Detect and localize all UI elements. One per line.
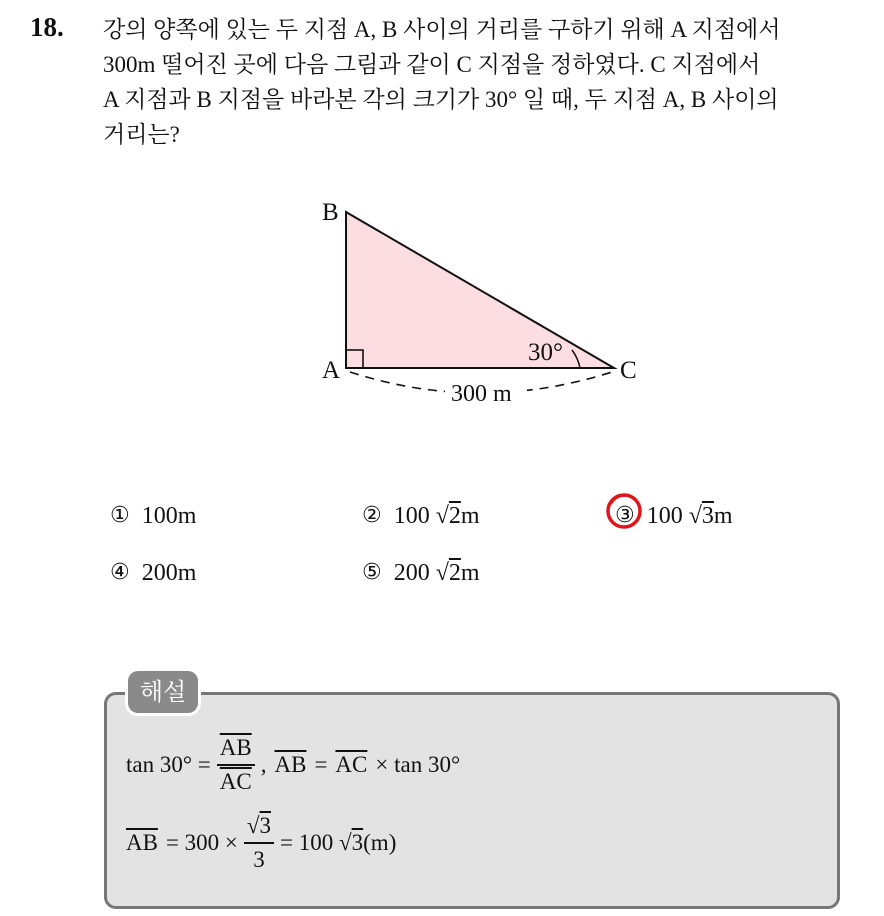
choice-radicand: 2 — [448, 560, 461, 586]
math-text: (m) — [363, 830, 397, 855]
math-segment: $\overline{AC}$ — [335, 752, 368, 777]
choice-text: 200 √ — [393, 560, 449, 586]
choice-number-glyph: ③ — [615, 503, 635, 528]
solution-tag: 해설 — [128, 671, 198, 713]
solution-line-2 — [126, 812, 396, 874]
angle-label: 30° — [528, 339, 563, 366]
radicand: 3 — [351, 830, 364, 855]
math-text: , — [260, 752, 267, 777]
choice-number: ⑤ — [362, 560, 382, 585]
stem-line: A 지점과 B 지점을 바라본 각의 크기가 30° 일 때, 두 지점 A, B 사이의 — [103, 87, 779, 112]
distance-label: 300 m — [451, 381, 512, 407]
solution-box — [104, 692, 840, 909]
question-number: 18. — [30, 12, 64, 42]
math-text: = — [314, 752, 328, 777]
stem-line: 강의 양쪽에 있는 두 지점 A, B 사이의 거리를 구하기 위해 A 지점에서 — [103, 17, 781, 42]
math-text: tan 30° = — [126, 752, 211, 777]
choice-1[interactable] — [110, 502, 196, 530]
choice-3[interactable] — [615, 502, 733, 530]
question-stem — [103, 12, 873, 152]
triangle-shape — [346, 212, 614, 368]
fraction — [244, 812, 274, 874]
choice-4[interactable] — [110, 559, 196, 587]
answer-mark-circle-icon — [605, 492, 643, 530]
choice-text: 200m — [141, 560, 197, 586]
choice-number: ④ — [110, 560, 130, 585]
math-text: = 100 √ — [280, 830, 352, 855]
math-text: = 300 × — [165, 830, 238, 855]
choice-5[interactable] — [362, 559, 480, 587]
math-text: × tan 30° — [375, 752, 461, 777]
choice-number — [615, 502, 635, 530]
fraction-denominator: 3 — [253, 847, 265, 872]
choice-text: 100m — [141, 503, 197, 529]
fraction-numerator — [244, 812, 274, 844]
solution-line-1 — [126, 734, 460, 796]
math-segment: $\overline{AB}$ — [274, 752, 307, 777]
triangle-figure — [310, 190, 650, 420]
choice-radicand: 2 — [448, 503, 461, 529]
math-segment: $\overline{AB}$ — [126, 830, 158, 855]
point-a-label: A — [322, 357, 341, 384]
choice-number: ① — [110, 503, 130, 528]
choice-number: ② — [362, 503, 382, 528]
stem-line: 300m 떨어진 곳에 다음 그림과 같이 C 지점을 정하였다. C 지점에서 — [103, 52, 761, 77]
radicand: 3 — [259, 813, 272, 838]
choice-text: 100 √ — [393, 503, 449, 529]
choice-unit: m — [460, 503, 480, 529]
choice-2[interactable] — [362, 502, 480, 530]
point-b-label: B — [322, 199, 339, 226]
sqrt-symbol: √ — [246, 813, 260, 838]
fraction-numerator: $\overline{AB}$ — [217, 734, 255, 766]
choice-unit: m — [460, 560, 480, 586]
choice-text: 100 √ — [646, 503, 702, 529]
fraction — [217, 734, 255, 796]
choice-radicand: 3 — [701, 503, 714, 529]
point-c-label: C — [620, 357, 637, 384]
choice-unit: m — [713, 503, 733, 529]
stem-line: 거리는? — [103, 122, 180, 147]
fraction-denominator: AC — [219, 769, 252, 794]
